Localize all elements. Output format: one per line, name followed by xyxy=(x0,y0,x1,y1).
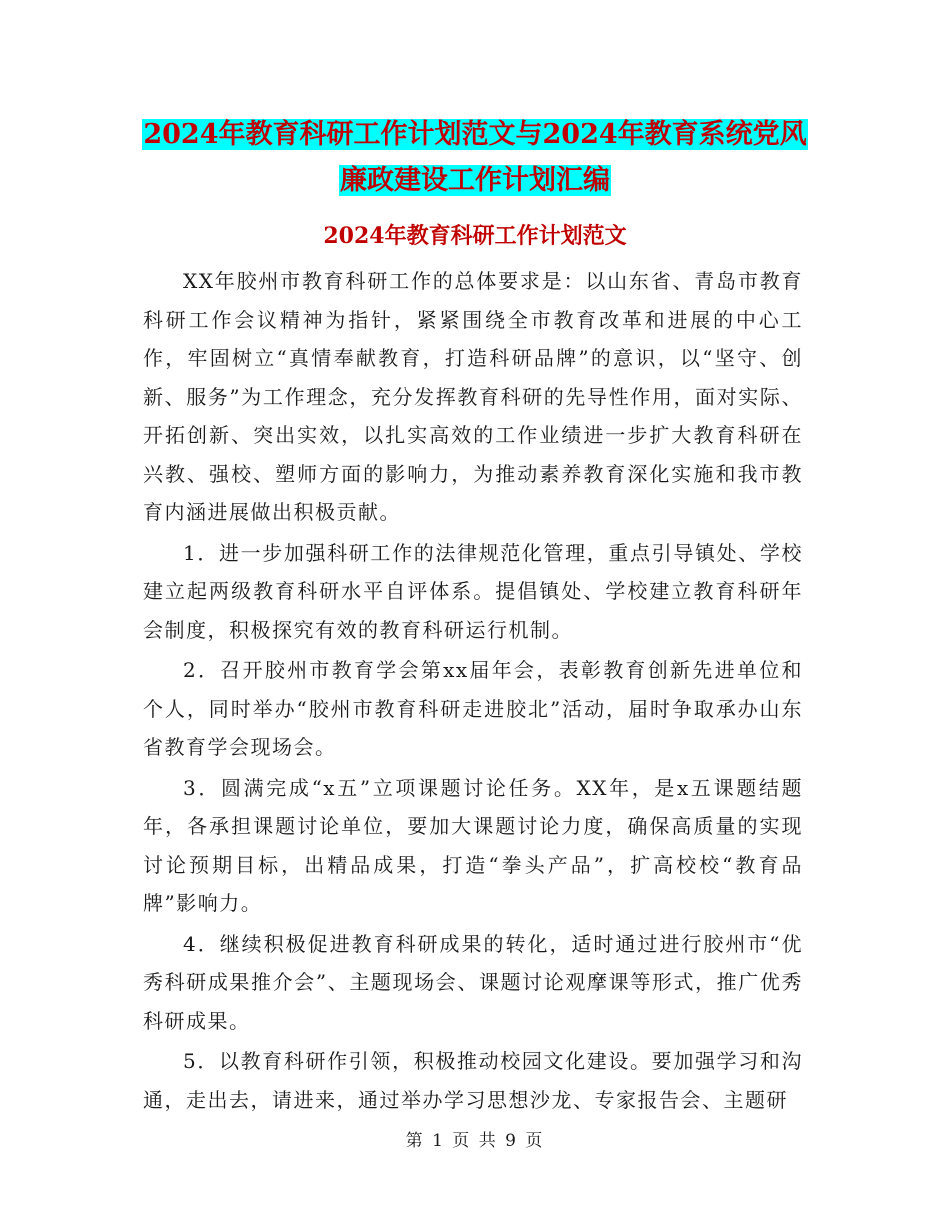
document-title-line-1: 2024年教育科研工作计划范文与2024年教育系统党风 xyxy=(143,119,807,150)
page-number-footer: 第 1 页 共 9 页 xyxy=(405,1131,545,1151)
paragraph-item-3: 3．圆满完成“x五”立项课题讨论任务。XX年，是x五课题结题年，各承担课题讨论单位，要加大课题讨论力度，确保高质量的实现讨论预期目标，出精品成果，打造“拳头产品”，扩高校校“教育品牌”影响力。 xyxy=(143,775,803,915)
paragraph-item-1: 1．进一步加强科研工作的法律规范化管理，重点引导镇处、学校建立起两级教育科研水平自评体系。提倡镇处、学校建立教育科研年会制度，积极探究有效的教育科研运行机制。 xyxy=(143,540,803,642)
document-body xyxy=(143,262,803,1121)
section-title: 2024年教育科研工作计划范文 xyxy=(323,223,627,249)
paragraph-intro: XX年胶州市教育科研工作的总体要求是：以山东省、青岛市教育科研工作会议精神为指针，紧紧围绕全市教育改革和进展的中心工作，牢固树立“真情奉献教育，打造科研品牌”的意识，以“坚守、创新、服务”为工作理念，充分发挥教育科研的先导性作用，面对实际、开拓创新、突出实效，以扎实高效的工作业绩进一步扩大教育科研在兴教、强校、塑师方面的影响力，为推动素养教育深化实施和我市教育内涵进展做出积极贡献。 xyxy=(143,269,803,524)
paragraph-item-2: 2．召开胶州市教育学会第xx届年会，表彰教育创新先进单位和个人，同时举办“胶州市教育科研走进胶北”活动，届时争取承办山东省教育学会现场会。 xyxy=(143,658,803,759)
document-title-line-2: 廉政建设工作计划汇编 xyxy=(340,165,610,196)
paragraph-item-4: 4．继续积极促进教育科研成果的转化，适时通过进行胶州市“优秀科研成果推介会”、主题现场会、课题讨论观摩课等形式，推广优秀科研成果。 xyxy=(143,931,803,1033)
paragraph-item-5: 5．以教育科研作引领，积极推动校园文化建设。要加强学习和沟通，走出去，请进来，通过举办学习思想沙龙、专家报告会、主题研 xyxy=(143,1049,803,1112)
document-title xyxy=(0,112,950,204)
